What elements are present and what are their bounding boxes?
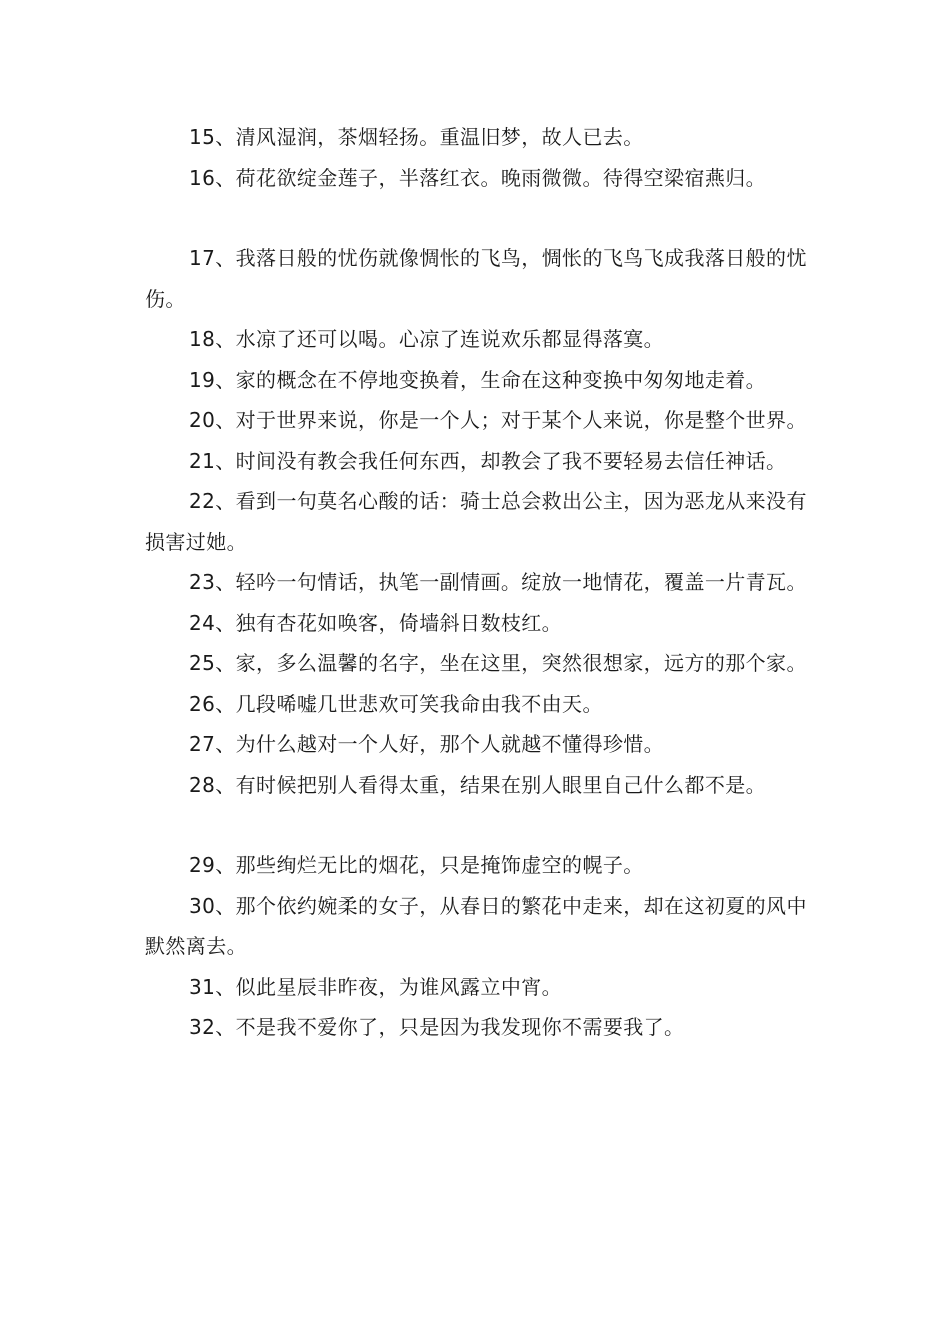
list-item: 30、那个依约婉柔的女子，从春日的繁花中走来，却在这初夏的风中默然离去。 (145, 893, 807, 958)
document-body (145, 117, 825, 1048)
list-item: 31、似此星辰非昨夜，为谁风露立中宵。 (189, 974, 563, 999)
list-item: 21、时间没有教会我任何东西，却教会了我不要轻易去信任神话。 (189, 448, 787, 473)
list-item: 18、水凉了还可以喝。心凉了连说欢乐都显得落寞。 (189, 327, 665, 351)
list-item: 29、那些绚烂无比的烟花，只是掩饰虚空的幌子。 (189, 853, 644, 877)
paragraph-gap (145, 198, 825, 238)
list-item: 25、家，多么温馨的名字，坐在这里，突然很想家，远方的那个家。 (189, 651, 807, 675)
list-item: 22、看到一句莫名心酸的话：骑士总会救出公主，因为恶龙从来没有损害过她。 (145, 489, 807, 554)
list-item: 24、独有杏花如唤客，倚墙斜日数枝红。 (189, 610, 563, 635)
list-item: 20、对于世界来说，你是一个人；对于某个人来说，你是整个世界。 (189, 408, 807, 432)
list-item: 17、我落日般的忧伤就像惆怅的飞鸟，惆怅的飞鸟飞成我落日般的忧伤。 (145, 246, 807, 311)
list-item: 15、清风湿润，茶烟轻扬。重温旧梦，故人已去。 (189, 125, 644, 149)
list-item: 28、有时候把别人看得太重，结果在别人眼里自己什么都不是。 (189, 772, 767, 797)
list-item: 16、荷花欲绽金莲子，半落红衣。晚雨微微。待得空梁宿燕归。 (189, 165, 767, 190)
list-item: 23、轻吟一句情话，执笔一副情画。绽放一地情花，覆盖一片青瓦。 (189, 570, 807, 594)
list-item: 19、家的概念在不停地变换着，生命在这种变换中匆匆地走着。 (189, 367, 767, 392)
paragraph-gap (145, 805, 825, 845)
list-item: 27、为什么越对一个人好，那个人就越不懂得珍惜。 (189, 732, 665, 756)
list-item: 32、不是我不爱你了，只是因为我发现你不需要我了。 (189, 1015, 685, 1039)
list-item: 26、几段唏嘘几世悲欢可笑我命由我不由天。 (189, 691, 603, 716)
